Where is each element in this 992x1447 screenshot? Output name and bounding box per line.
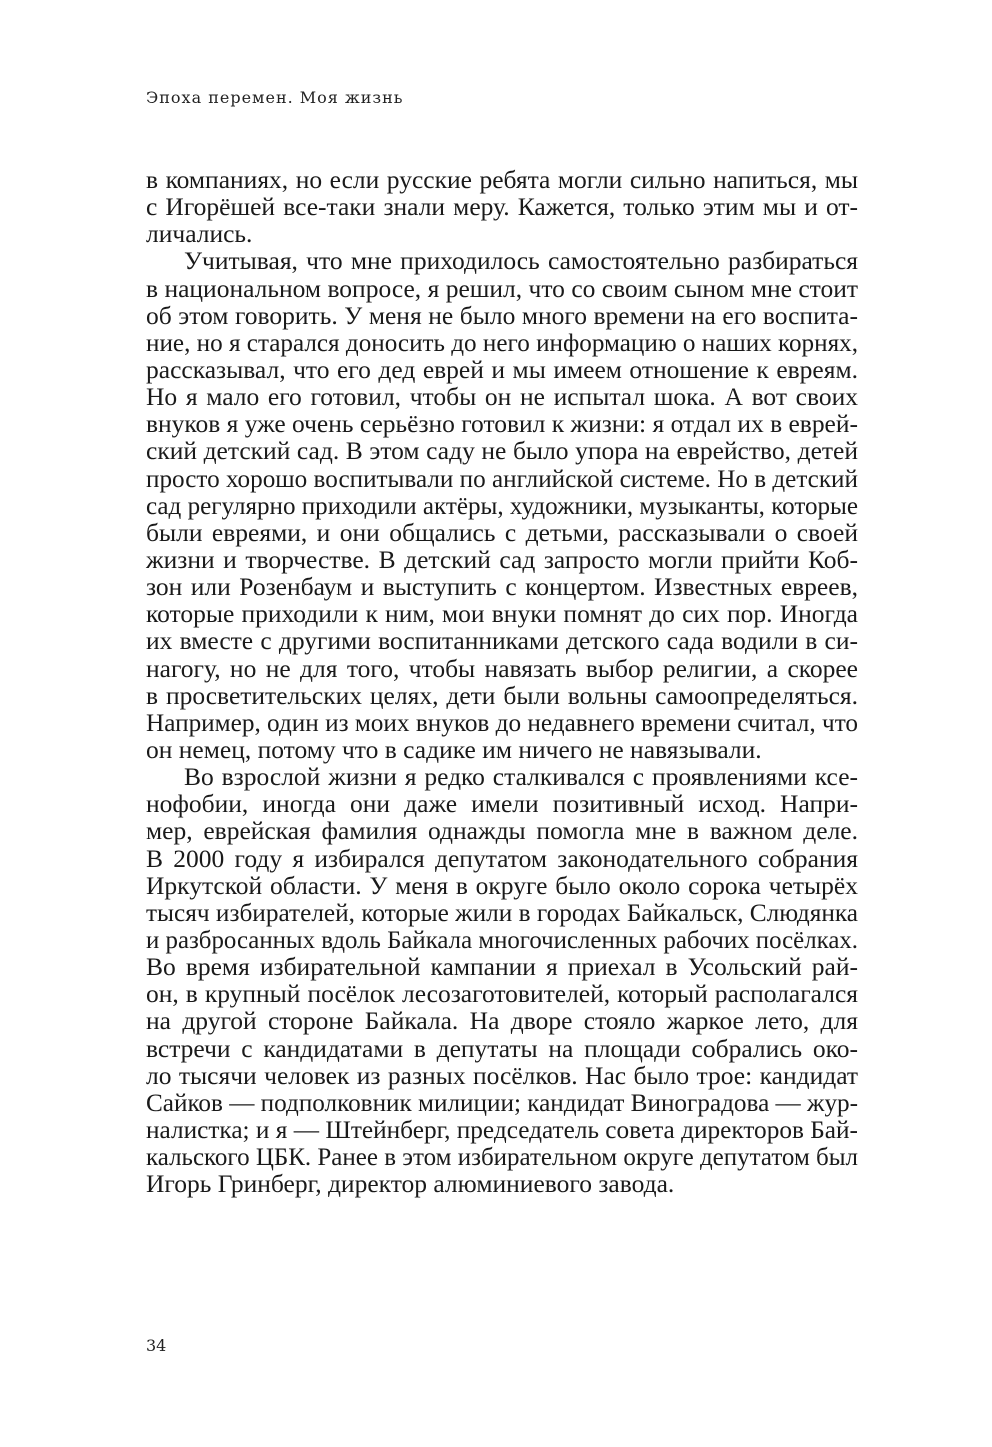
text-line: Во время избирательной кампании я приехал в Усольский рай- <box>146 952 858 982</box>
text-line: их вместе с другими воспитанниками детского сада водили в си- <box>146 626 858 656</box>
text-line: в просветительских целях, дети были вольны самоопределяться. <box>146 680 858 710</box>
text-line: которые приходили к ним, мои внуки помнят до сих пор. Иногда <box>146 599 858 629</box>
text-line: мер, еврейская фамилия однажды помогла мне в важном деле. <box>146 816 858 846</box>
text-line: об этом говорить. У меня не было много времени на его воспита- <box>146 300 858 330</box>
paragraph <box>146 166 858 247</box>
text-line: В 2000 году я избирался депутатом законодательного собрания <box>146 843 858 873</box>
text-line: ский детский сад. В этом саду не было упора на еврейство, детей <box>146 436 858 466</box>
text-line: встречи с кандидатами в депутаты на площади собрались око- <box>146 1033 858 1063</box>
text-line: налистка; и я — Штейнберг, председатель совета директоров Бай- <box>146 1114 858 1144</box>
body-text <box>146 166 858 1197</box>
text-line: просто хорошо воспитывали по английской системе. Но в детский <box>146 463 858 493</box>
running-head: Эпоха перемен. Моя жизнь <box>146 88 404 107</box>
text-line: жизни и творчестве. В детский сад запросто могли прийти Коб- <box>146 544 858 574</box>
text-line: ло тысячи человек из разных посёлков. Нас было трое: кандидат <box>146 1060 858 1090</box>
text-line: Во взрослой жизни я редко сталкивался с проявлениями ксе- <box>184 762 858 792</box>
text-line: Сайков — подполковник милиции; кандидат Виноградова — жур- <box>146 1087 859 1117</box>
text-line: нагогу, но не для того, чтобы навязать выбор религии, а скорее <box>146 653 858 683</box>
text-line: Учитывая, что мне приходилось самостоятельно разбираться <box>184 246 858 276</box>
text-line: зон или Розенбаум и выступить с концертом. Известных евреев, <box>146 572 858 602</box>
text-line: он немец, потому что в садике им ничего не навязывали. <box>146 734 762 764</box>
text-line: в национальном вопросе, я решил, что со своим сыном мне стоит <box>146 273 858 303</box>
text-line: Игорь Гринберг, директор алюминиевого завода. <box>146 1169 675 1199</box>
text-line: Но я мало его готовил, чтобы он не испытал шока. А вот своих <box>146 382 858 412</box>
paragraph <box>146 247 858 763</box>
text-line: рассказывал, что его дед еврей и мы имеем отношение к евреям. <box>146 354 858 384</box>
paragraph <box>146 763 858 1197</box>
text-line: Например, один из моих внуков до недавнего времени считал, что <box>146 707 858 737</box>
text-line: и разбросанных вдоль Байкала многочисленных рабочих посёлках. <box>146 924 859 954</box>
text-line: сад регулярно приходили актёры, художники, музыканты, которые <box>146 490 859 520</box>
text-line: тысяч избирателей, которые жили в городах Байкальск, Слюдянка <box>146 897 859 927</box>
text-line: ние, но я старался доносить до него информацию о наших корнях, <box>146 327 858 357</box>
text-line: были евреями, и они общались с детьми, рассказывали о своей <box>146 517 858 547</box>
text-line: внуков я уже очень серьёзно готовил к жизни: я отдал их в еврей- <box>146 409 858 439</box>
page-number: 34 <box>146 1336 167 1355</box>
text-line: в компаниях, но если русские ребята могли сильно напиться, мы <box>146 165 858 194</box>
text-line: личались. <box>146 219 253 249</box>
text-line: на другой стороне Байкала. На дворе стояло жаркое лето, для <box>146 1006 858 1036</box>
text-line: с Игорёшей все-таки знали меру. Кажется, только этим мы и от- <box>146 192 858 222</box>
text-line: Иркутской области. У меня в округе было около сорока четырёх <box>146 870 858 900</box>
text-line: нофобии, иногда они даже имели позитивный исход. Напри- <box>146 789 858 819</box>
text-line: он, в крупный посёлок лесозаготовителей, который располагался <box>146 979 858 1009</box>
text-line: кальского ЦБК. Ранее в этом избирательном округе депутатом был <box>146 1142 859 1172</box>
